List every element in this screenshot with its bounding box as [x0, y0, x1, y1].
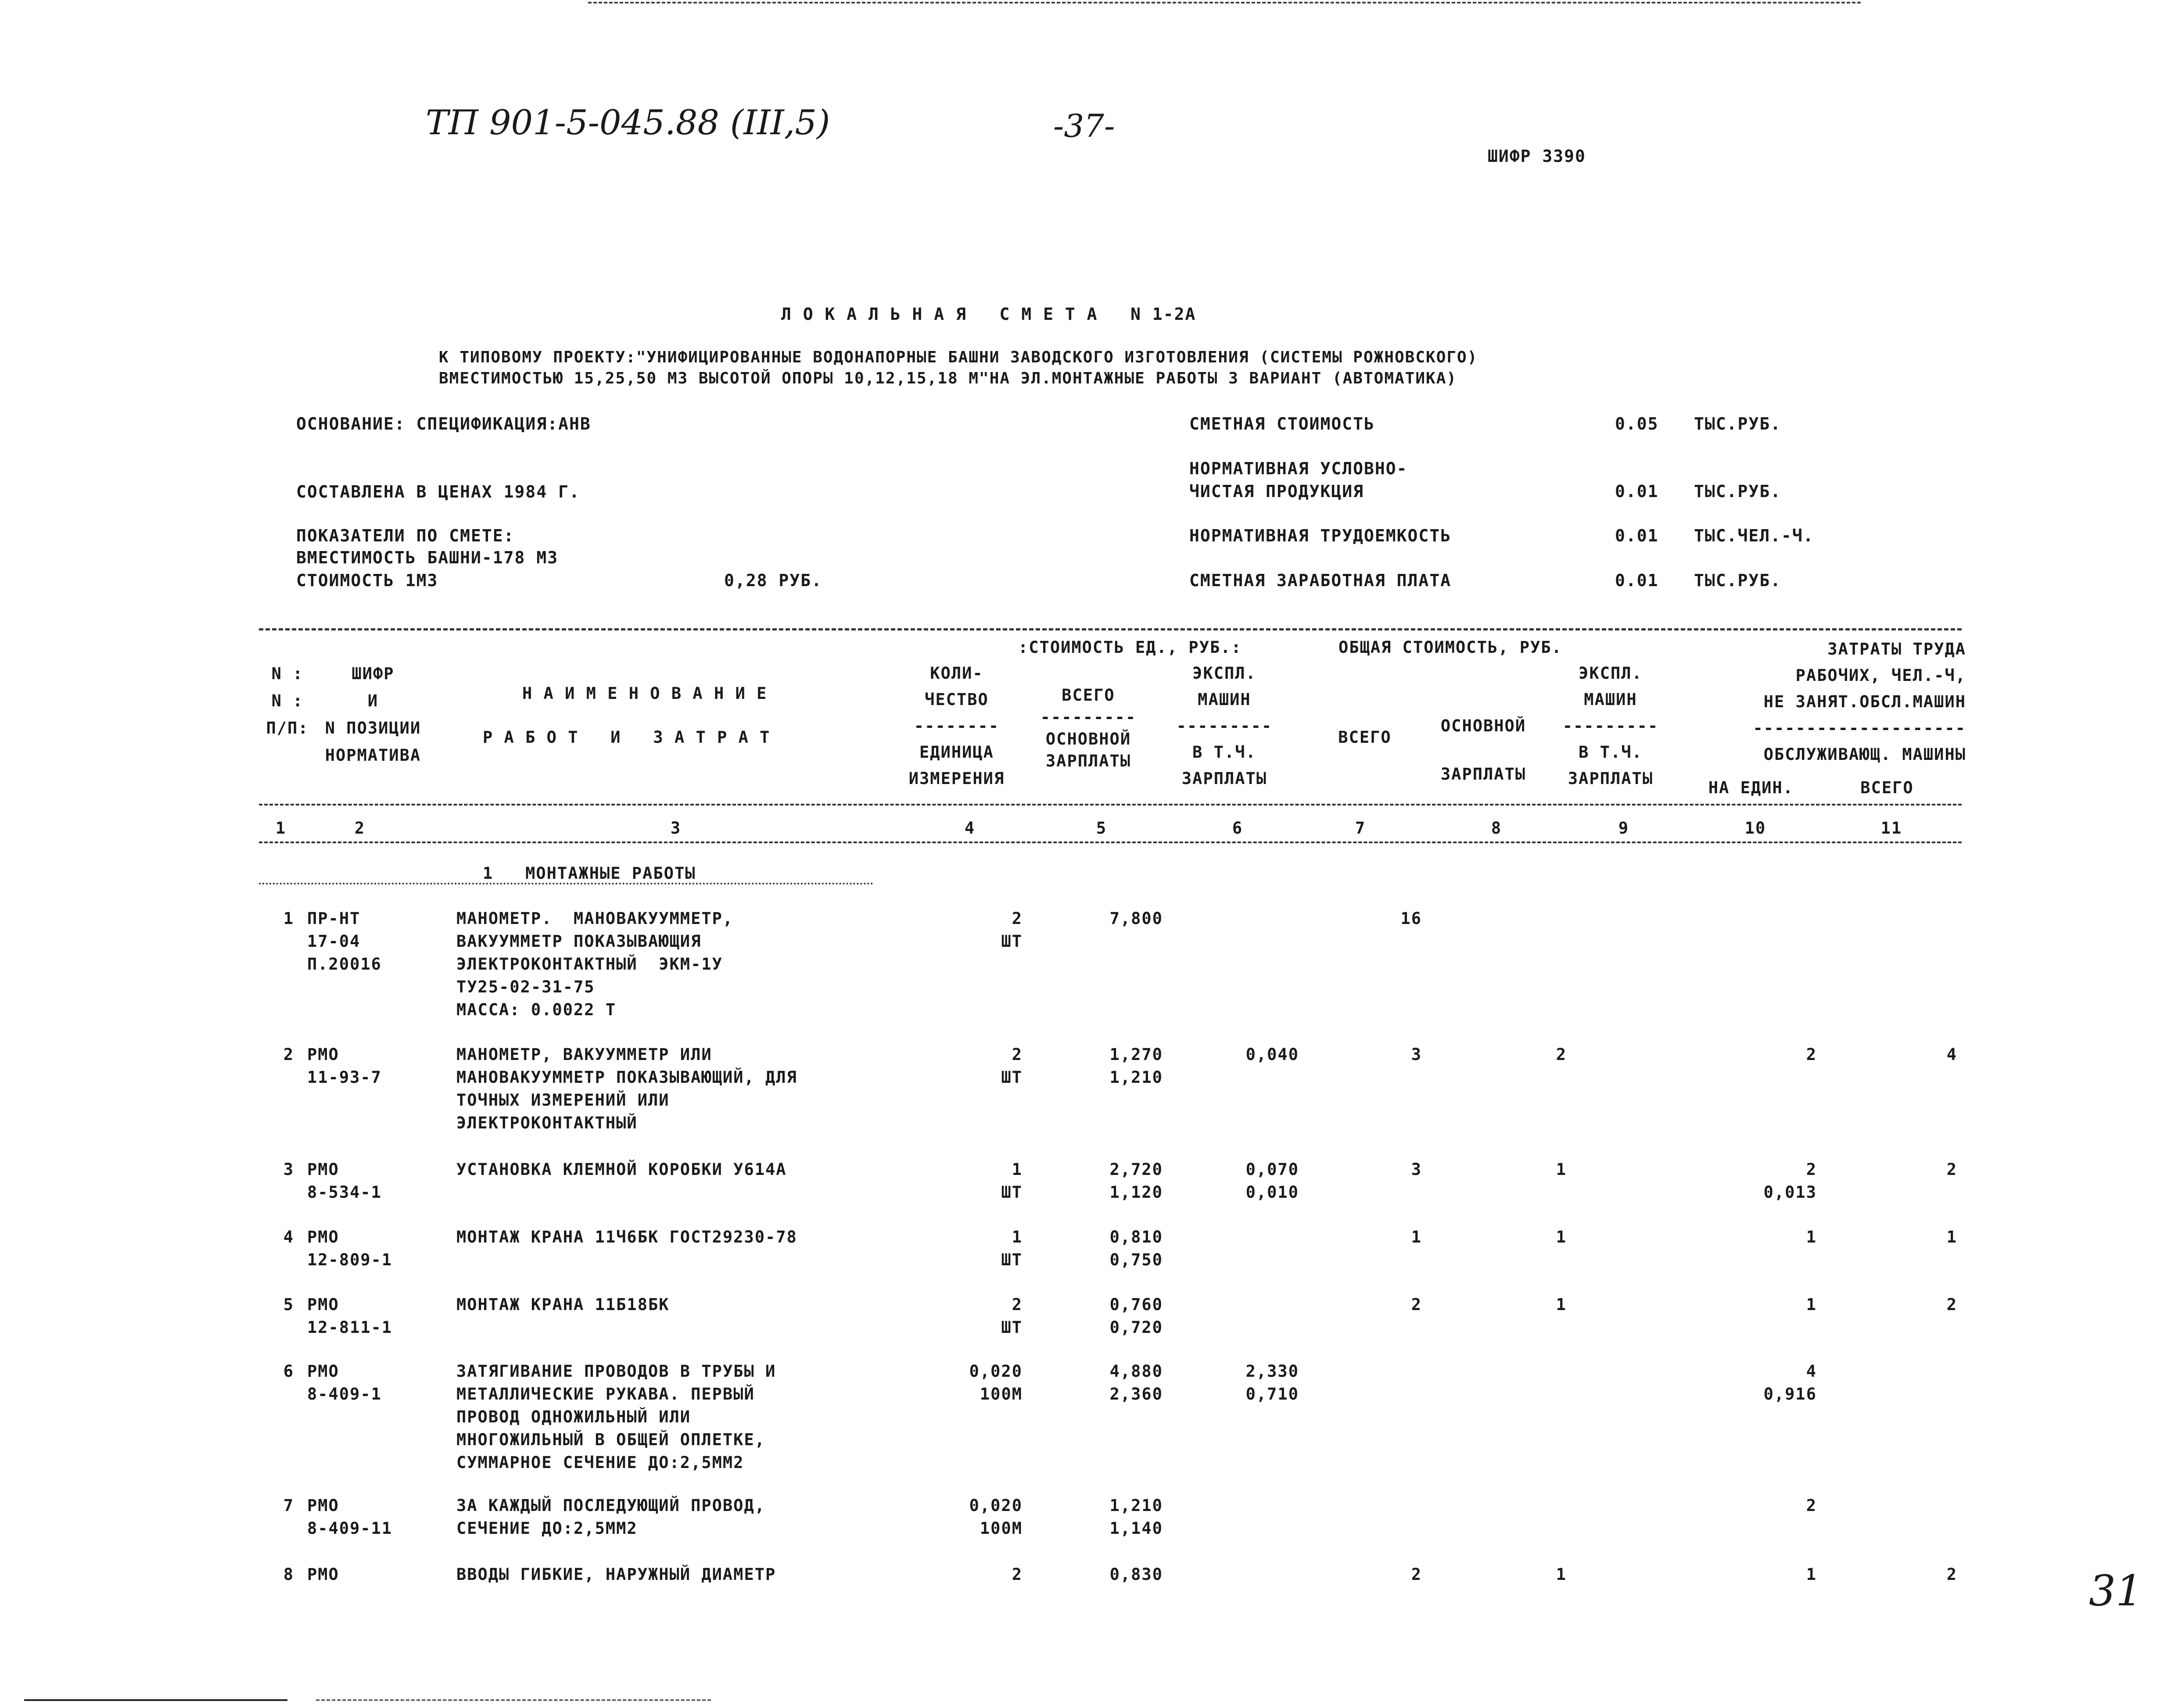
row-qty: 1 ШТ: [1001, 1228, 1023, 1269]
row-name: ЗАТЯГИВАНИЕ ПРОВОДОВ В ТРУБЫ И МЕТАЛЛИЧЕСКИЕ РУКАВА. ПЕРВЫЙ ПРОВОД ОДНОЖИЛЬНЫЙ ИЛИ МНОГОЖИЛЬНЫЙ В ОБЩЕЙ ОПЛЕТКЕ, СУММАРНОЕ СЕЧЕНИЕ ДО:2,5ММ2: [456, 1362, 776, 1472]
row-unit-total: 2,720 1,120: [1109, 1160, 1163, 1202]
row-wages: 1: [1556, 1228, 1567, 1246]
row-labor-total: 4: [1946, 1045, 1957, 1064]
row-number: 4: [283, 1228, 294, 1246]
header-col-11: ВСЕГО: [1860, 778, 1914, 797]
summary-label-labor: НОРМАТИВНАЯ ТРУДОЕМКОСТЬ: [1189, 526, 1452, 545]
estimate-title: Л О К А Л Ь Н А Я С М Е Т А N 1-2А: [781, 304, 1196, 324]
col-number-6: 6: [1232, 819, 1243, 838]
basis: ОСНОВАНИЕ: СПЕЦИФИКАЦИЯ:АНВ: [296, 414, 591, 433]
summary-value-labor: 0.01: [1615, 526, 1659, 545]
row-qty: 2: [1012, 1565, 1023, 1584]
row-number: 5: [283, 1295, 294, 1314]
row-labor-total: 1: [1946, 1228, 1957, 1246]
title-line-2: ВМЕСТИМОСТЬЮ 15,25,50 М3 ВЫСОТОЙ ОПОРЫ 10,12,15,18 М"НА ЭЛ.МОНТАЖНЫЕ РАБОТЫ 3 ВАРИАНТ (АВТОМАТИКА): [439, 369, 1457, 387]
row-unit-total: 0,830: [1109, 1565, 1163, 1584]
row-number: 8: [283, 1565, 294, 1584]
col-number-11: 11: [1880, 819, 1902, 838]
row-number: 6: [283, 1362, 294, 1381]
header-total-cost: ОБЩАЯ СТОИМОСТЬ, РУБ.: [1338, 638, 1562, 657]
title-line-1: К ТИПОВОМУ ПРОЕКТУ:"УНИФИЦИРОВАННЫЕ ВОДОНАПОРНЫЕ БАШНИ ЗАВОДСКОГО ИЗГОТОВЛЕНИЯ (СИСТЕМЫ РОЖНОВСКОГО): [439, 348, 1478, 366]
bottom-rule-dashed: [316, 1699, 711, 1701]
col-number-7: 7: [1355, 819, 1366, 838]
bottom-rule: [24, 1699, 287, 1701]
summary-unit-estimated-cost: ТЫС.РУБ.: [1694, 414, 1782, 433]
row-code: РМО 12-811-1: [307, 1295, 393, 1337]
header-unit-cost: :СТОИМОСТЬ ЕД., РУБ.:: [1018, 638, 1242, 657]
col-number-5: 5: [1096, 819, 1107, 838]
header-col-6: ЭКСПЛ. МАШИН --------- В Т.Ч. ЗАРПЛАТЫ: [1176, 664, 1273, 788]
row-wages: 2: [1556, 1045, 1567, 1064]
summary-value-estimated-cost: 0.05: [1615, 414, 1659, 433]
cost-per-m3-label: СТОИМОСТЬ 1М3: [296, 571, 438, 590]
row-name: МОНТАЖ КРАНА 11Ч6БК ГОСТ29230-78: [456, 1228, 797, 1246]
summary-unit-labor: ТЫС.ЧЕЛ.-Ч.: [1694, 526, 1814, 545]
col-number-8: 8: [1491, 819, 1502, 838]
row-unit-total: 4,880 2,360: [1109, 1362, 1163, 1404]
col-number-4: 4: [964, 819, 976, 838]
header-col-5: ВСЕГО --------- ОСНОВНОЙ ЗАРПЛАТЫ: [1040, 686, 1137, 770]
row-labor-unit: 4 0,916: [1763, 1362, 1817, 1404]
row-code: РМО: [307, 1565, 339, 1584]
header-col-name-1: Н А И М Е Н О В А Н И Е: [522, 684, 768, 703]
row-unit-total: 0,810 0,750: [1109, 1228, 1163, 1269]
row-number: 3: [283, 1160, 294, 1179]
row-code: РМО 12-809-1: [307, 1228, 393, 1269]
row-total: 2: [1411, 1295, 1422, 1314]
col-number-2: 2: [354, 819, 366, 838]
row-labor-unit: 1: [1806, 1565, 1817, 1584]
col-number-rule: [259, 841, 1962, 843]
row-total: 3: [1411, 1160, 1422, 1179]
row-wages: 1: [1556, 1295, 1567, 1314]
summary-label-wages: СМЕТНАЯ ЗАРАБОТНАЯ ПЛАТА: [1189, 571, 1452, 590]
row-labor-total: 2: [1946, 1295, 1957, 1314]
row-labor-total: 2: [1946, 1160, 1957, 1179]
row-code: РМО 8-409-1: [307, 1362, 382, 1404]
page-number: -37-: [1053, 107, 1115, 144]
row-unit-mach: 0,070 0,010: [1245, 1160, 1299, 1202]
row-unit-total: 0,760 0,720: [1109, 1295, 1163, 1337]
header-bottom-rule: [259, 804, 1962, 806]
row-labor-unit: 2: [1806, 1045, 1817, 1064]
cost-per-m3-value: 0,28 РУБ.: [724, 571, 822, 590]
row-unit-total: 7,800: [1109, 909, 1163, 928]
col-number-1: 1: [275, 819, 287, 838]
summary-unit-wages: ТЫС.РУБ.: [1694, 571, 1782, 590]
header-col-8: ОСНОВНОЙ ЗАРПЛАТЫ: [1440, 716, 1526, 784]
section-title: 1 МОНТАЖНЫЕ РАБОТЫ: [483, 864, 696, 883]
doc-code: ТП 901-5-045.88 (III,5): [426, 103, 830, 143]
row-code: РМО 11-93-7: [307, 1045, 382, 1087]
row-code: ПР-НТ 17-04 П.20016: [307, 909, 382, 974]
cipher: ШИФР 3390: [1488, 147, 1586, 166]
summary-unit-net-output: ТЫС.РУБ.: [1694, 482, 1782, 501]
row-qty: 2 ШТ: [1001, 1045, 1023, 1087]
header-col-7: ВСЕГО: [1338, 728, 1392, 747]
row-name: УСТАНОВКА КЛЕМНОЙ КОРОБКИ У614А: [456, 1160, 787, 1179]
row-total: 2: [1411, 1565, 1422, 1584]
top-rule: [588, 2, 1861, 4]
row-qty: 2 ШТ: [1001, 909, 1023, 951]
row-unit-mach: 0,040: [1245, 1045, 1299, 1064]
summary-label-estimated-cost: СМЕТНАЯ СТОИМОСТЬ: [1189, 414, 1375, 433]
row-labor-total: 2: [1946, 1565, 1957, 1584]
row-qty: 0,020 100М: [969, 1362, 1023, 1404]
row-code: РМО 8-409-11: [307, 1496, 393, 1538]
row-labor-unit: 2: [1806, 1496, 1817, 1515]
row-name: МАНОМЕТР, ВАКУУММЕТР ИЛИ МАНОВАКУУММЕТР ПОКАЗЫВАЮЩИЙ, ДЛЯ ТОЧНЫХ ИЗМЕРЕНИЙ ИЛИ ЭЛЕКТРОКОНТАКТНЫЙ: [456, 1045, 797, 1132]
row-total: 1: [1411, 1228, 1422, 1246]
row-qty: 2 ШТ: [1001, 1295, 1023, 1337]
row-total: 3: [1411, 1045, 1422, 1064]
table-top-rule: [259, 628, 1962, 630]
header-col-qty: КОЛИ- ЧЕСТВО -------- ЕДИНИЦА ИЗМЕРЕНИЯ: [908, 664, 1005, 788]
row-qty: 0,020 100М: [969, 1496, 1023, 1538]
header-col-name-2: Р А Б О Т И З А Т Р А Т: [483, 728, 771, 747]
col-number-10: 10: [1744, 819, 1766, 838]
row-wages: 1: [1556, 1160, 1567, 1179]
row-name: МАНОМЕТР. МАНОВАКУУММЕТР, ВАКУУММЕТР ПОКАЗЫВАЮЩИЯ ЭЛЕКТРОКОНТАКТНЫЙ ЭКМ-1У ТУ25-02-31-75 МАССА: 0.0022 Т: [456, 909, 734, 1019]
row-name: ЗА КАЖДЫЙ ПОСЛЕДУЮЩИЙ ПРОВОД, СЕЧЕНИЕ ДО:2,5ММ2: [456, 1496, 766, 1538]
row-labor-unit: 1: [1806, 1295, 1817, 1314]
col-number-3: 3: [670, 819, 682, 838]
row-number: 1: [283, 909, 294, 928]
row-qty: 1 ШТ: [1001, 1160, 1023, 1202]
row-unit-total: 1,210 1,140: [1109, 1496, 1163, 1538]
sheet-mark: 31: [2089, 1566, 2143, 1615]
row-number: 7: [283, 1496, 294, 1515]
row-labor-unit: 1: [1806, 1228, 1817, 1246]
header-col-9: ЭКСПЛ. МАШИН --------- В Т.Ч. ЗАРПЛАТЫ: [1562, 664, 1659, 788]
row-wages: 1: [1556, 1565, 1567, 1584]
row-name: ВВОДЫ ГИБКИЕ, НАРУЖНЫЙ ДИАМЕТР: [456, 1565, 776, 1584]
header-labor: ЗАТРАТЫ ТРУДА РАБОЧИХ, ЧЕЛ.-Ч, НЕ ЗАНЯТ.ОБСЛ.МАШИН -------------------- ОБСЛУЖИВАЮЩ. МАШИНЫ: [1753, 640, 1966, 764]
header-col-n: N : N : П/П:: [266, 664, 309, 738]
prices-basis: СОСТАВЛЕНА В ЦЕНАХ 1984 Г.: [296, 482, 580, 501]
row-code: РМО 8-534-1: [307, 1160, 382, 1202]
header-col-10: НА ЕДИН.: [1708, 778, 1794, 797]
row-labor-unit: 2 0,013: [1763, 1160, 1817, 1202]
row-number: 2: [283, 1045, 294, 1064]
row-unit-total: 1,270 1,210: [1109, 1045, 1163, 1087]
summary-value-wages: 0.01: [1615, 571, 1659, 590]
row-unit-mach: 2,330 0,710: [1245, 1362, 1299, 1404]
summary-value-net-output: 0.01: [1615, 482, 1659, 501]
row-total: 16: [1400, 909, 1422, 928]
header-col-code: ШИФР И N ПОЗИЦИИ НОРМАТИВА: [325, 664, 421, 765]
col-number-9: 9: [1618, 819, 1629, 838]
capacity: ВМЕСТИМОСТЬ БАШНИ-178 М3: [296, 548, 559, 567]
summary-label-net-output: НОРМАТИВНАЯ УСЛОВНО- ЧИСТАЯ ПРОДУКЦИЯ: [1189, 459, 1408, 501]
indicators-title: ПОКАЗАТЕЛИ ПО СМЕТЕ:: [296, 526, 515, 545]
row-name: МОНТАЖ КРАНА 11Б18БК: [456, 1295, 670, 1314]
